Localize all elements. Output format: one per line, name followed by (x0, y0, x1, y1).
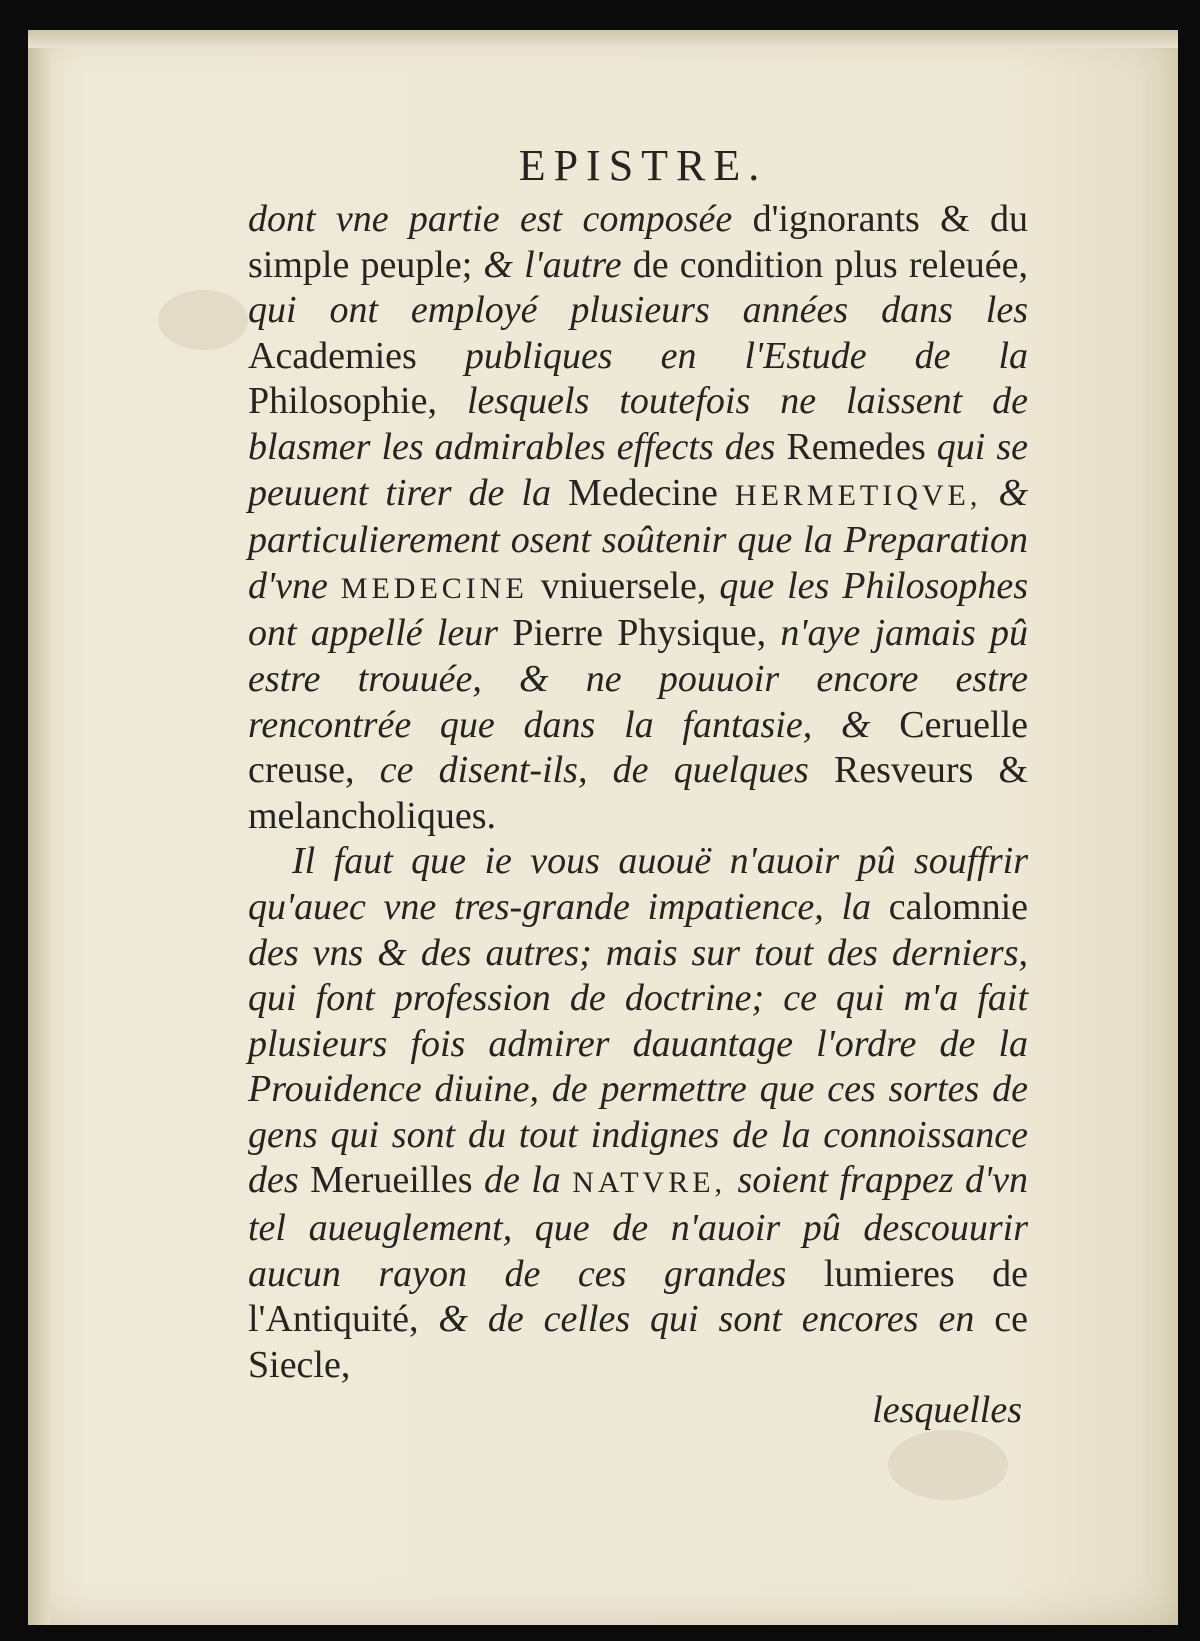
text-italic: des vns & des autres; mais sur tout des derniers, qui font profession de doctrine; ce qui m'a fait plusieurs fois admirer dauantage l'ordre de la Prouidence diuine, de permettre que ces sortes de gens qui sont du tout indignes de la connoissance des (248, 931, 1028, 1202)
text-roman: Academies (248, 334, 417, 377)
text-roman: Philosophie, (248, 380, 437, 423)
text-roman: Medecine (568, 471, 718, 514)
text-italic: qui ont employé plusieurs années dans les (248, 289, 1028, 332)
text-roman: Pierre Physique, (512, 612, 767, 655)
text-roman: d'ignorants & du simple peuple; (248, 198, 1028, 286)
text-roman: Resveurs & melancholiques. (248, 749, 1029, 837)
page-edge-left (28, 30, 50, 1625)
text-italic: publiques en l'Estude de la (464, 334, 1029, 377)
running-head: EPISTRE. (518, 141, 768, 190)
text-roman: vniuersele, (540, 564, 707, 607)
text-italic: & particulierement osent soûtenir que la Preparation d'vne (248, 471, 1028, 607)
text-small-caps: MEDECINE (340, 571, 528, 605)
text-roman: Ceruelle creuse, (248, 703, 1028, 792)
text-italic: soient frappez d'vn tel aueuglement, que de n'auoir pû descouurir aucun rayon de ces grandes (248, 1159, 1029, 1295)
text-italic: Il faut que ie vous auouë n'auoir pû souffrir qu'auec vne tres-grande impatience, (248, 840, 1028, 928)
paper-stain (158, 290, 248, 350)
text-small-caps: HERMETIQVE, (734, 478, 982, 512)
text-roman: lumieres de l'Antiquité, (248, 1252, 1029, 1341)
text-roman: calomnie (888, 885, 1028, 928)
text-italic: qui se peuuent tirer de la (248, 425, 1028, 514)
paragraph-2 (248, 839, 1028, 1388)
text-italic: lesquels toutefois ne laissent de blasmer les admirables effects des (248, 380, 1029, 468)
text-roman: de condition plus releuée, (632, 243, 1029, 286)
paper-stain (888, 1430, 1008, 1500)
text-italic: n'aye jamais pû estre trouuée, & ne pouuoir encore estre rencontrée que dans la fantasie, & (248, 612, 1029, 746)
text-roman: ce Siecle, (248, 1298, 1028, 1386)
text-italic: la (841, 885, 872, 928)
paragraph-1 (248, 197, 1028, 839)
text-italic: que les Philosophes ont appellé leur (248, 564, 1029, 655)
text-block (248, 140, 1028, 1434)
text-italic: & de celles qui sont encores en (438, 1298, 975, 1341)
catchword: lesquelles (872, 1389, 1022, 1432)
text-italic: & l'autre (483, 243, 622, 286)
text-roman: Merueilles (310, 1159, 473, 1202)
page-edge-top (28, 30, 1178, 48)
text-italic: dont vne partie est composée (248, 198, 733, 240)
text-italic: de la (483, 1159, 561, 1202)
text-roman: Remedes (786, 425, 926, 468)
text-small-caps: NATVRE, (572, 1166, 727, 1200)
text-italic: ce disent-ils, de quelques (379, 749, 809, 792)
